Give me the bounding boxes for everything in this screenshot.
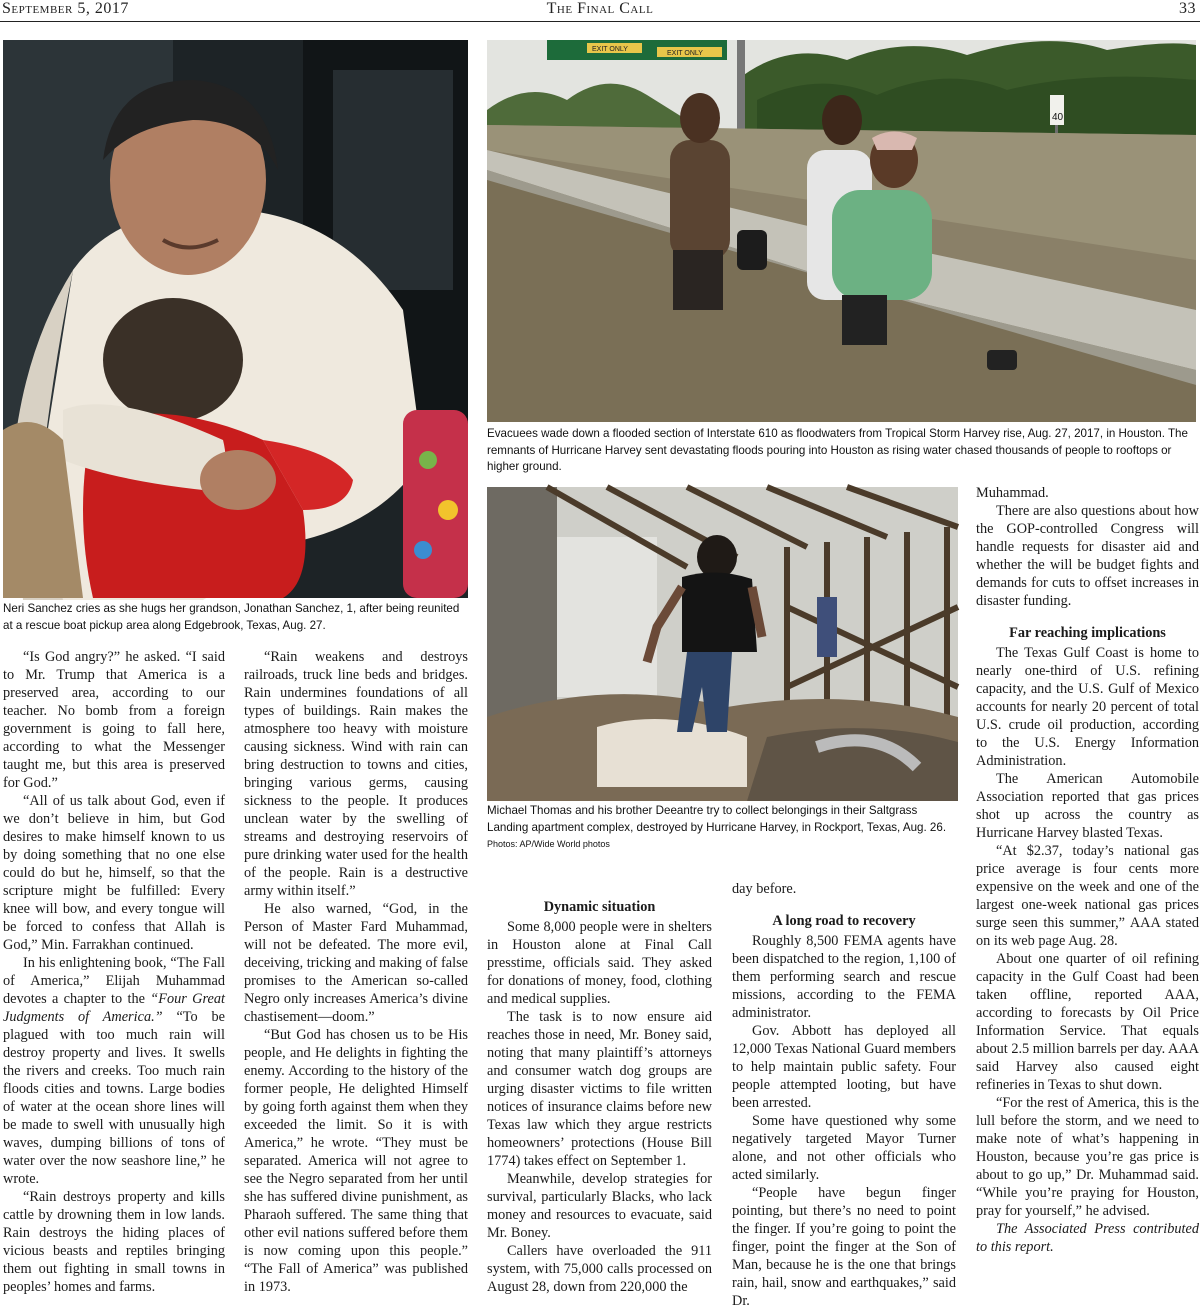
exit-sign-right: EXIT ONLY [667,50,703,57]
paragraph: “But God has chosen us to be His people, and He delights in fighting the enemy. According to the history of the former people, He delighted Himself by going forth against them when they exceeded the limit. So it is with America,” he wrote. “They must be separated. America will not agree to see the Negro separated from her until she has suffered divine punishment, as Pharaoh suffered. The same thing that other evil nations suffered before them is now coming upon this people.” “The Fall of America” was published in 1973. [244,1027,468,1295]
paragraph-text: “To be plagued with too much rain will destroy property and lives. It swells the rivers and creeks. Too much rain floods cities and towns. Large bodies of water at the ocean shore lines will be made to swell with unusually high waves, dumping billions of tons of water over the now seashore line,” he wrote. [3,1009,225,1187]
paragraph: The Texas Gulf Coast is home to nearly one-third of U.S. refining capacity, and the U.S. Gulf of Mexico accounts for nearly 20 percent of total U.S. crude oil production, according to the U.S. Energy Information Administration. [976,645,1199,769]
contributor-note [976,1220,1199,1256]
paragraph: About one quarter of oil refining capacity in the Gulf Coast had been taken offline, reported AAA, according to forecasts by Oil Price Information Service. That equals about 2.5 million barrels per day. AAA said Harvey also caused eight refineries in Texas to shut down. [976,951,1200,1093]
chapter-title: “Four Great Judgments of America.” [3,991,225,1025]
ruins-caption-text: Michael Thomas and his brother Deeantre try to collect belongings in their Saltgrass Landing apartment complex, destroyed by Hurricane Harvey, in Rockport, Texas, Aug. 26. [487,804,947,834]
issue-date: September 5, 2017 [2,0,129,17]
paragraph: Some 8,000 people were in shelters in Houston alone at Final Call presstime, officials said. They asked for donations of money, food, clothing and medical supplies. [487,919,712,1007]
subhead-far-reaching-implications: Far reaching implications [1009,625,1166,641]
paragraph: day before. [732,881,797,897]
paragraph: Callers have overloaded the 911 system, with 75,000 calls processed on August 28, down from 220,000 the [487,1243,712,1295]
contributor-text: The Associated Press contributed to this report. [976,1221,1199,1255]
paragraph-text: In his enlightening book, “The Fall of America,” Elijah Muhammad devotes a chapter to the [3,955,225,1007]
hug-photo-caption: Neri Sanchez cries as she hugs her grandson, Jonathan Sanchez, 1, after being reunited at a rescue boat pickup area along Edgebrook, Texas, Aug. 27. [3,602,460,632]
article-column-5 [976,484,1199,1256]
hug-photo-illustration [3,40,468,598]
photo-credit: Photos: AP/Wide World photos [487,839,610,849]
publication-title: The Final Call [546,0,654,17]
article-column-1 [3,648,225,1296]
paragraph: Gov. Abbott has deployed all 12,000 Texas National Guard members to help maintain public safety. Four people attempted looting, but have been arrested. [732,1023,956,1111]
paragraph: The task is to now ensure aid reaches those in need, Mr. Boney said, noting that many plaintiff’s attorneys and consumer watch dog groups are urging disaster victims to file written notices of insurance claims before new Texas law which they argue restricts homeowners’ protections (House Bill 1774) takes effect on September 1. [487,1009,712,1169]
speed-limit-sign: 40 [1052,112,1064,123]
exit-sign-left: EXIT ONLY [592,46,628,53]
subhead-long-road-to-recovery: A long road to recovery [772,913,916,929]
paragraph [3,954,225,1188]
paragraph: “Rain weakens and destroys railroads, truck line beds and bridges. Rain undermines foundations of all types of buildings. Rain makes the atmosphere too heavy with moisture causing sickness. Wind with rain can bring destruction to towns and cities, bringing various germs, causing sickness to the people. It produces unclean water by the swelling of streams and destroying reservoirs of pure drinking water used for the health of the people. Rain is a destructive army within itself.” [244,649,468,899]
page-number: 33 [1179,0,1196,17]
destroyed-apartment-photo [487,487,958,801]
ruins-photo-illustration [487,487,958,801]
paragraph: “At $2.37, today’s national gas price average is four cents more expensive on the week and one of the largest one-week national gas prices surge seen this summer,” AAA stated on its web page Aug. 28. [976,843,1199,949]
article-column-2 [244,648,468,1296]
paragraph: “People have begun finger pointing, but there’s no need to point the finger. If you’re going to point the finger, point the finger at the Son of Man, because he is the one that brings rain, hail, snow and earthquakes,” said Dr. [732,1185,956,1309]
flooded-interstate-evacuees-photo [487,40,1196,422]
grandmother-hugging-grandson-photo [3,40,468,598]
article-column-4 [732,880,956,1310]
paragraph: The American Automobile Association reported that gas prices shot up across the country as Hurricane Harvey blasted Texas. [976,771,1199,841]
paragraph: “Is God angry?” he asked. “I said to Mr. Trump that America is a preserved area, according to our teacher. No bomb from a foreign government is going to fall here, according to what the Messenger taught me, but this area is preserved for God.” [3,649,225,791]
paragraph: Roughly 8,500 FEMA agents have been dispatched to the region, 1,100 of them performing search and rescue missions, according to the FEMA administrator. [732,933,956,1021]
paragraph: Some have questioned why some negatively targeted Mayor Turner alone, and not other officials who acted similarly. [732,1113,956,1183]
paragraph: “All of us talk about God, even if we don’t believe in him, but God desires to make himself known to us by doing something that no one else could do but he, himself, so that the scripture might be fulfilled: Every knee will bow, and every tongue will be forced to confess that Allah is God,” Min. Farrakhan continued. [3,793,225,953]
ruins-photo-caption [487,803,958,853]
flood-photo-caption: Evacuees wade down a flooded section of Interstate 610 as floodwaters from Tropical Storm Harvey rise, Aug. 27, 2017, in Houston. The remnants of Hurricane Harvey sent devastating floods pouring into Houston as rising water chased thousands of people to rooftops or higher ground. [487,427,1188,473]
subhead-dynamic-situation: Dynamic situation [543,899,656,915]
paragraph: Muhammad. [976,485,1049,501]
paragraph: “Rain destroys property and kills cattle by drowning them in low lands. Rain destroys the hiding places of vicious beasts and reptiles bringing them out fighting in small towns in peoples’ homes and farms. [3,1189,225,1295]
paragraph: He also warned, “God, in the Person of Master Fard Muhammad, will not be defeated. The more evil, deceiving, tricking and making of false promises to the American so-called Negro only increases America’s divine chastisement—doom.” [244,901,468,1025]
flood-photo-illustration [487,40,1196,422]
paragraph: There are also questions about how the GOP-controlled Congress will handle requests for disaster aid and whether the will be budget fights and demands for cuts to offset increases in disaster funding. [976,503,1199,609]
paragraph: Meanwhile, develop strategies for survival, particularly Blacks, who lack money and resources to evacuate, said Mr. Boney. [487,1171,712,1241]
article-column-3 [487,898,712,1296]
paragraph: “For the rest of America, this is the lull before the storm, and we need to make note of what’s happening in Houston, because you’re gas price is about to go up,” Dr. Muhammad said. “While you’re praying for Houston, pray for yourself,” he advised. [976,1095,1199,1219]
masthead [0,0,1200,22]
